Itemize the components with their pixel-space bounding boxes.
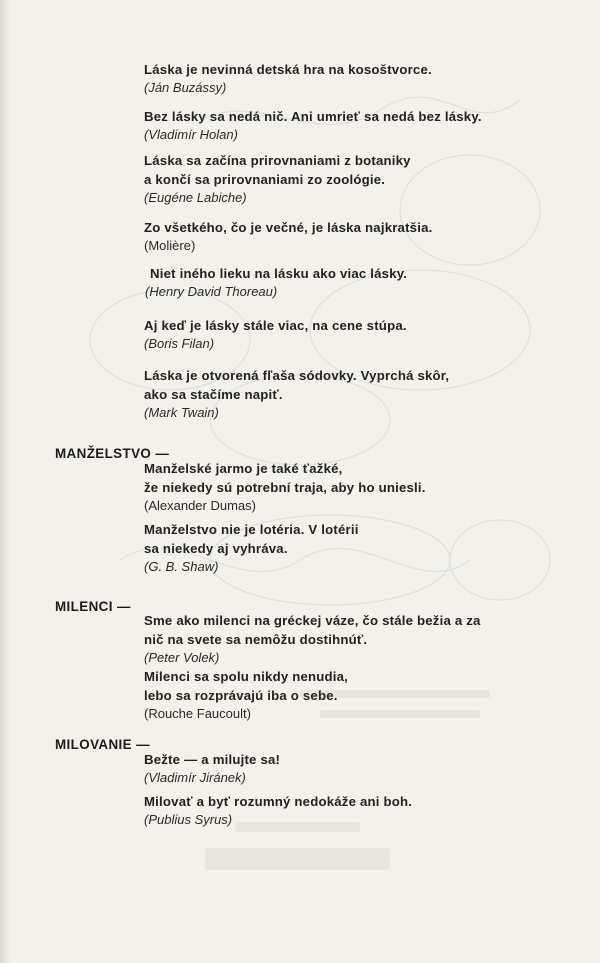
quote-block [144, 459, 426, 515]
quote-author: (Eugéne Labiche) [144, 190, 247, 205]
quote-block [144, 792, 412, 829]
quote-block [144, 218, 432, 255]
quote-text: Manželstvo nie je lotéria. V lotérii [144, 522, 359, 537]
quote-text: Láska je nevinná detská hra na kosoštvorce. [144, 62, 432, 77]
quote-author: (Publius Syrus) [144, 812, 233, 827]
quote-text: Láska je otvorená fľaša sódovky. Vyprchá skôr, [144, 368, 450, 383]
quote-text: Manželské jarmo je také ťažké, [144, 461, 343, 476]
quote-text: a končí sa prirovnaniami zo zoológie. [144, 172, 386, 187]
quote-author: (Ján Buzássy) [144, 80, 227, 95]
quote-block [144, 611, 481, 667]
quote-text: ako sa stačíme napiť. [144, 387, 283, 402]
section-heading-milovanie: MILOVANIE — [55, 737, 150, 752]
quote-author: (Peter Volek) [144, 650, 220, 665]
page-edge-shadow [0, 0, 10, 963]
quote-text: Bežte — a milujte sa! [144, 752, 281, 767]
section-heading-milenci: MILENCI — [55, 599, 131, 614]
quote-block [144, 316, 407, 353]
quote-author: (Boris Filan) [144, 336, 215, 351]
quote-text: Zo všetkého, čo je večné, je láska najkratšia. [144, 220, 433, 235]
quote-text: Aj keď je lásky stále viac, na cene stúpa. [144, 318, 407, 333]
quote-text: Láska sa začína prirovnaniami z botaniky [144, 153, 411, 168]
quote-block [144, 667, 348, 723]
quote-text: Milovať a byť rozumný nedokáže ani boh. [144, 794, 413, 809]
quote-author: (Vladimír Jiránek) [144, 770, 246, 785]
quote-author: (Henry David Thoreau) [145, 284, 278, 299]
quote-author: (G. B. Shaw) [144, 559, 219, 574]
quote-text: že niekedy sú potrební traja, aby ho uniesli. [144, 480, 426, 495]
quote-author: (Vladimír Holan) [144, 127, 238, 142]
quote-block [144, 60, 432, 97]
quote-author: (Mark Twain) [144, 405, 219, 420]
quote-author: (Molière) [144, 238, 196, 253]
quote-text: Sme ako milenci na gréckej váze, čo stále bežia a za [144, 613, 481, 628]
quote-text: Niet iného lieku na lásku ako viac lásky. [150, 266, 408, 281]
quote-text: nič na svete sa nemôžu dostihnúť. [144, 632, 368, 647]
quote-text: sa niekedy aj vyhráva. [144, 541, 288, 556]
quote-author: (Rouche Faucoult) [144, 706, 251, 721]
quote-text: lebo sa rozprávajú iba o sebe. [144, 688, 338, 703]
quote-author: (Alexander Dumas) [144, 498, 256, 513]
quote-text: Milenci sa spolu nikdy nenudia, [144, 669, 349, 684]
quote-block [144, 520, 359, 576]
quote-block [145, 264, 408, 301]
quote-block [144, 151, 411, 207]
section-heading-manzelstvo: MANŽELSTVO — [55, 446, 170, 461]
quote-block [144, 750, 280, 787]
quote-block [144, 366, 449, 422]
quote-text: Bez lásky sa nedá nič. Ani umrieť sa nedá bez lásky. [144, 109, 482, 124]
quote-block [144, 107, 482, 144]
